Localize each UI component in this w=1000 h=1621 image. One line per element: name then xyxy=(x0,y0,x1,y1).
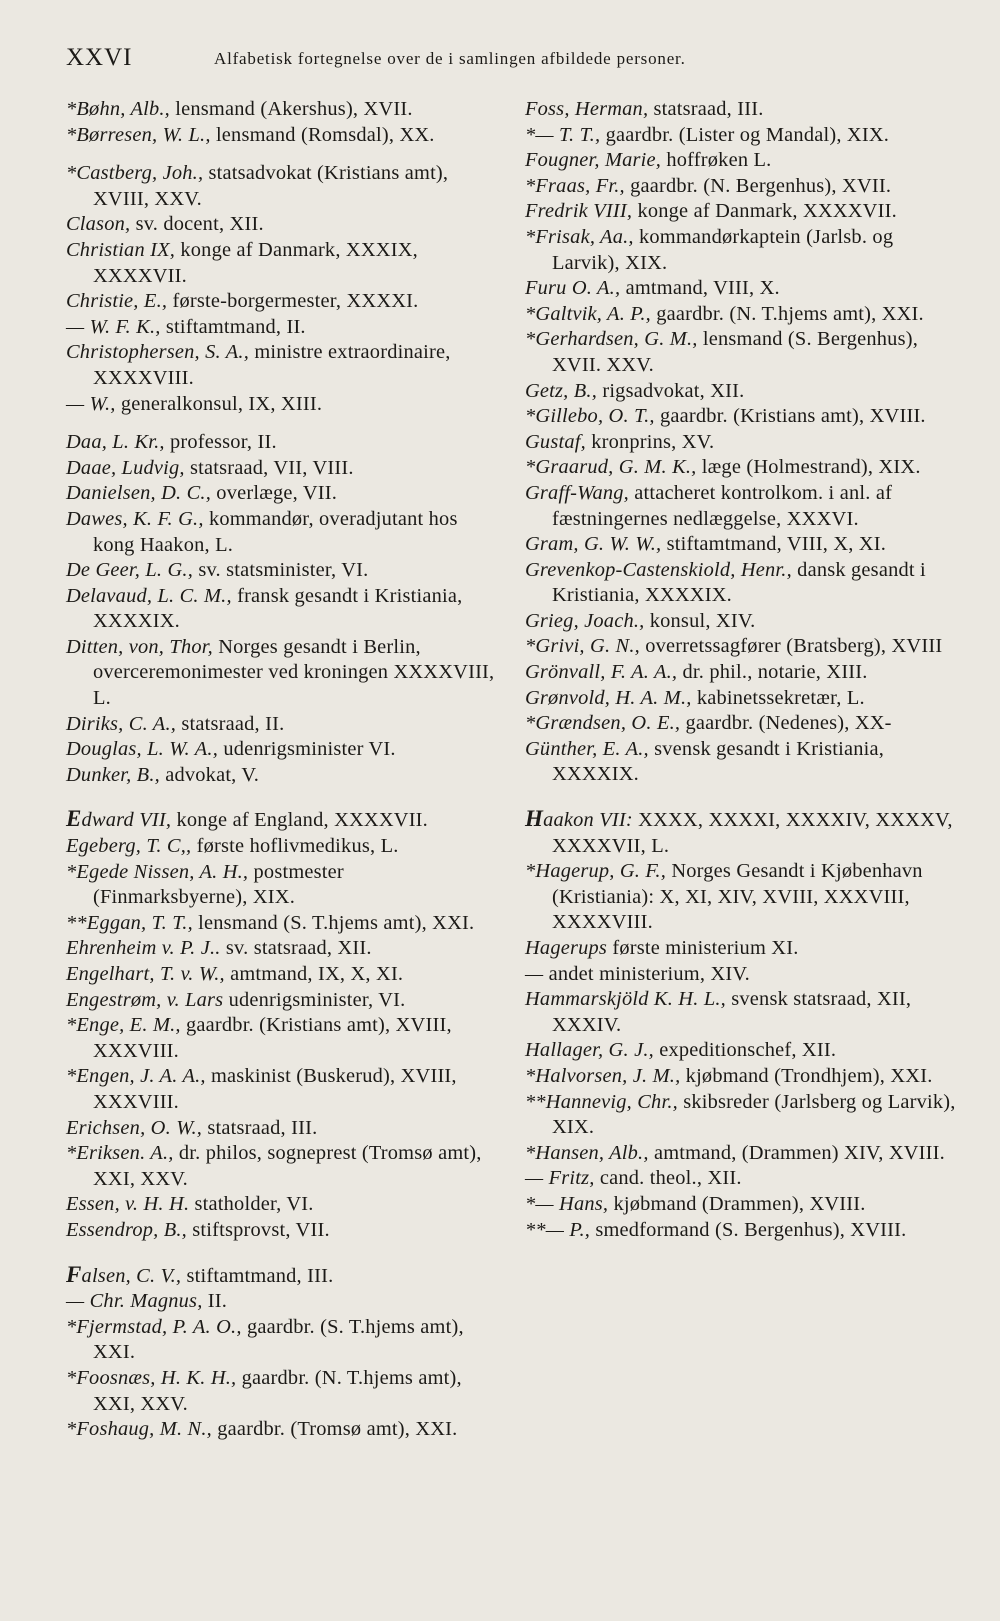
entry-detail: lensmand (Akershus), XVII. xyxy=(169,98,413,120)
entry-detail: lensmand (Romsdal), XX. xyxy=(210,123,435,146)
entry-detail: II. xyxy=(202,1290,228,1313)
entry-detail: ministre extraordinaire, XXXXVIII. xyxy=(93,341,451,389)
entry-detail: gaardbr. (Lister og Mandal), XIX. xyxy=(600,123,890,146)
index-entry xyxy=(525,660,960,686)
index-entry xyxy=(66,1218,496,1244)
entry-name: *Grændsen, O. E., xyxy=(525,712,681,735)
entry-detail: dr. phil., notarie, XIII. xyxy=(677,661,868,684)
entry-detail: lensmand (S. T.hjems amt), XXI. xyxy=(192,911,475,934)
entry-name: Ehrenheim v. P. J.. xyxy=(66,937,221,960)
entry-name: *Børresen, W. L., xyxy=(66,123,211,146)
index-entry xyxy=(66,763,496,789)
entry-detail: statholder, VI. xyxy=(189,1193,314,1216)
index-entry xyxy=(66,1064,496,1115)
entry-name: *Graarud, G. M. K., xyxy=(525,456,697,479)
entry-name: Grieg, Joach., xyxy=(525,609,645,632)
entry-detail: amtmand, (Drammen) XIV, XVIII. xyxy=(648,1141,945,1164)
entry-detail: første ministerium XI. xyxy=(607,937,799,959)
index-entry xyxy=(525,148,960,174)
entry-detail: sv. statsraad, XII. xyxy=(220,937,372,960)
entry-name: Douglas, L. W. A., xyxy=(66,738,219,761)
entry-detail: gaardbr. (N. T.hjems amt), XXI, XXV. xyxy=(93,1366,462,1415)
index-entry xyxy=(66,584,496,635)
running-title: Alfabetisk fortegnelse over de i samlingen afbildede personer. xyxy=(214,49,686,68)
entry-detail: stiftamtmand, II. xyxy=(160,315,306,338)
entry-detail: udenrigsminister VI. xyxy=(218,738,396,761)
index-entry xyxy=(66,161,496,212)
entry-name: *Hagerup, G. F., xyxy=(525,860,667,883)
entry-name: *Engen, J. A. A., xyxy=(66,1065,206,1088)
index-entry xyxy=(525,379,960,405)
index-entry xyxy=(66,806,496,834)
entry-detail: stiftsprovst, VII. xyxy=(186,1218,330,1241)
entry-name: Dawes, K. F. G., xyxy=(66,507,204,530)
entry-name: *Galtvik, A. P., xyxy=(525,302,651,325)
entry-detail: overlæge, VII. xyxy=(211,482,338,505)
entry-detail: konge af Danmark, XXXIX, XXXXVII. xyxy=(93,238,418,287)
entry-name: Grönvall, F. A. A., xyxy=(525,661,678,684)
entry-detail: gaardbr. (N. T.hjems amt), XXI. xyxy=(650,302,924,325)
index-entry xyxy=(66,481,496,507)
entry-detail: gaardbr. (Nedenes), XX- xyxy=(680,712,892,735)
entry-detail: hoffrøken L. xyxy=(661,149,772,172)
entry-name: Hammarskjöld K. H. L., xyxy=(525,988,726,1011)
entry-detail: attacheret kontrolkom. i anl. af fæstningernes nedlæggelse, XXXVI. xyxy=(552,481,893,530)
entry-detail: konsul, XIV. xyxy=(644,609,756,632)
index-entry xyxy=(525,859,960,936)
entry-detail: dansk gesandt i Kristiania, XXXXIX. xyxy=(552,558,926,607)
index-entry xyxy=(525,987,960,1038)
entry-name: Fougner, Marie, xyxy=(525,149,662,172)
entry-detail: stiftamtmand, VIII, X, XI. xyxy=(661,533,887,556)
index-entry xyxy=(525,327,960,378)
entry-name: *Eriksen. A., xyxy=(66,1142,174,1165)
entry-detail: kabinetssekretær, L. xyxy=(691,686,865,709)
index-entry xyxy=(66,430,496,456)
entry-detail: maskinist (Buskerud), XVIII, XXXVIII. xyxy=(93,1065,457,1113)
entry-name: *Halvorsen, J. M., xyxy=(525,1064,681,1087)
entry-name: *Enge, E. M., xyxy=(66,1014,181,1037)
index-entry xyxy=(525,174,960,200)
index-entry xyxy=(66,712,496,738)
index-entry xyxy=(525,711,960,737)
entry-name: *— T. T., xyxy=(525,123,601,146)
entry-name: Egeberg, T. C,, xyxy=(66,835,192,858)
index-entry xyxy=(525,1166,960,1192)
entry-detail: første hoflivmedikus, L. xyxy=(191,835,399,858)
entry-name: *Foshaug, M. N., xyxy=(66,1418,212,1441)
entry-name: *Hansen, Alb., xyxy=(525,1141,649,1164)
index-entry xyxy=(66,834,496,860)
index-entry xyxy=(525,1218,960,1244)
index-entry xyxy=(525,634,960,660)
index-entry xyxy=(525,430,960,456)
entry-name: Daae, Ludvig, xyxy=(66,456,185,479)
entry-detail: sv. docent, XII. xyxy=(130,213,264,236)
entry-detail: expeditionschef, XII. xyxy=(653,1039,837,1062)
index-entry xyxy=(525,962,960,988)
entry-name: *Egede Nissen, A. H., xyxy=(66,860,249,883)
index-entry xyxy=(66,1366,496,1417)
entry-detail: skibsreder (Jarlsberg og Larvik), XIX. xyxy=(552,1090,956,1139)
index-entry xyxy=(525,686,960,712)
entry-detail: sv. statsminister, VI. xyxy=(193,559,369,582)
entry-name: *Fraas, Fr., xyxy=(525,174,625,197)
entry-name: Foss, Herman, xyxy=(525,98,649,120)
entry-name: Dunker, B., xyxy=(66,763,160,786)
entry-detail: smedformand (S. Bergenhus), XVIII. xyxy=(590,1218,907,1241)
index-entry xyxy=(525,558,960,609)
entry-detail: advokat, V. xyxy=(159,763,260,786)
entry-detail: dr. philos, sogneprest (Tromsø amt), XXI, XXV. xyxy=(93,1142,482,1190)
entry-name: Grevenkop-Castenskiold, Henr., xyxy=(525,558,792,581)
entry-detail: lensmand (S. Bergenhus), XVII. XXV. xyxy=(552,328,918,376)
index-entry xyxy=(525,1038,960,1064)
entry-name: Erichsen, O. W., xyxy=(66,1116,203,1139)
entry-name: *— Hans, xyxy=(525,1192,609,1215)
entry-name: Hagerups xyxy=(525,937,608,959)
index-entry xyxy=(525,737,960,788)
index-entry xyxy=(525,609,960,635)
entry-name: Engestrøm, v. Lars xyxy=(66,988,224,1011)
index-entry xyxy=(525,302,960,328)
index-entry xyxy=(66,860,496,911)
entry-name: Essen, v. H. H. xyxy=(66,1193,190,1216)
index-entry xyxy=(66,635,496,712)
index-entry xyxy=(66,936,496,962)
entry-name: Graff-Wang, xyxy=(525,481,629,504)
entry-name: Ditten, von, Thor, xyxy=(66,635,213,658)
index-entry xyxy=(525,276,960,302)
entry-name: Danielsen, D. C., xyxy=(66,482,211,505)
entry-detail: postmester (Finmarksbyerne), XIX. xyxy=(93,860,344,909)
index-entry xyxy=(66,1289,496,1315)
entry-name: *Castberg, Joh., xyxy=(66,162,204,185)
entry-name: Furu O. A., xyxy=(525,277,621,300)
entry-name: Christian IX, xyxy=(66,238,176,261)
index-entry xyxy=(525,199,960,225)
page-header xyxy=(66,44,936,76)
entry-name: Getz, B., xyxy=(525,379,598,402)
entry-detail: statsraad, VII, VIII. xyxy=(184,456,354,479)
entry-name: *Grivi, G. N., xyxy=(525,635,640,658)
index-entry xyxy=(525,481,960,532)
entry-detail: konge af Danmark, XXXXVII. xyxy=(632,200,897,223)
index-entry xyxy=(66,1417,496,1443)
entry-detail: gaardbr. (Tromsø amt), XXI. xyxy=(211,1418,458,1441)
entry-detail: gaardbr. (Kristians amt), XVIII. xyxy=(654,405,926,428)
index-entry xyxy=(525,97,960,123)
index-entry xyxy=(66,1315,496,1366)
entry-name: — Chr. Magnus, xyxy=(66,1290,203,1313)
entry-detail: svensk gesandt i Kristiania, XXXXIX. xyxy=(552,737,884,786)
index-entry xyxy=(66,456,496,482)
entry-name: *Foosnæs, H. K. H., xyxy=(66,1366,237,1389)
entry-detail: professor, II. xyxy=(164,431,277,454)
entry-detail: rigsadvokat, XII. xyxy=(597,379,745,402)
index-entry xyxy=(525,1064,960,1090)
index-entry xyxy=(525,532,960,558)
entry-name: **Eggan, T. T., xyxy=(66,911,193,934)
entry-name: Gustaf, xyxy=(525,430,586,453)
entry-name: Edward VII, xyxy=(66,806,172,832)
entry-name: Clason, xyxy=(66,213,131,236)
entry-name: *Gillebo, O. T., xyxy=(525,405,655,428)
entry-name: Engelhart, T. v. W., xyxy=(66,963,225,985)
entry-detail: stiftamtmand, III. xyxy=(181,1264,334,1287)
entry-name: *Fjermstad, P. A. O., xyxy=(66,1315,242,1338)
entry-detail: gaardbr. (S. T.hjems amt), XXI. xyxy=(93,1315,464,1364)
entry-detail: gaardbr. (Kristians amt), XVIII, XXXVIII. xyxy=(93,1014,452,1062)
letter-initial: E xyxy=(66,806,82,832)
entry-name: Hallager, G. J., xyxy=(525,1039,654,1062)
entry-detail: svensk statsraad, XII, XXXIV. xyxy=(552,988,912,1036)
index-entry xyxy=(66,238,496,289)
entry-name: Delavaud, L. C. M., xyxy=(66,584,232,607)
entry-name: De Geer, L. G., xyxy=(66,559,194,582)
index-entry xyxy=(525,225,960,276)
entry-name: *Bøhn, Alb., xyxy=(66,98,170,120)
entry-detail: statsadvokat (Kristians amt), XVIII, XXV. xyxy=(93,162,449,210)
entry-name: Daa, L. Kr., xyxy=(66,431,165,454)
entry-name: Falsen, C. V., xyxy=(66,1261,182,1287)
entry-detail: kjøbmand (Drammen), XVIII. xyxy=(608,1192,866,1215)
index-entry xyxy=(525,455,960,481)
entry-name: Diriks, C. A., xyxy=(66,712,177,735)
page-number: XXVI xyxy=(66,44,133,71)
index-entry xyxy=(66,392,496,418)
index-entry xyxy=(66,97,496,123)
index-entry xyxy=(525,936,960,962)
entry-detail: gaardbr. (N. Bergenhus), XVII. xyxy=(624,174,892,197)
entry-detail: cand. theol., XII. xyxy=(594,1167,742,1190)
index-entry xyxy=(66,988,496,1014)
left-column xyxy=(66,97,496,1443)
entry-detail: amtmand, IX, X, XI. xyxy=(224,963,404,985)
entry-detail: statsraad, III. xyxy=(648,98,764,120)
index-entry xyxy=(66,1013,496,1064)
index-entry xyxy=(66,340,496,391)
entry-detail: Norges Gesandt i Kjøbenhavn (Kristiania): X, XI, XIV, XVIII, XXXVIII, XXXXVIII. xyxy=(552,860,923,934)
entry-detail: overretssagfører (Bratsberg), XVIII xyxy=(639,635,943,658)
entry-name: **Hannevig, Chr., xyxy=(525,1090,678,1113)
index-entry xyxy=(66,1262,496,1290)
letter-initial: F xyxy=(66,1261,82,1287)
entry-detail: læge (Holmestrand), XIX. xyxy=(696,456,921,479)
index-entry xyxy=(66,123,496,149)
entry-detail: kommandørkaptein (Jarlsb. og Larvik), XIX. xyxy=(552,225,894,274)
entry-name: Gram, G. W. W., xyxy=(525,533,662,556)
index-entry xyxy=(525,806,960,859)
index-entry xyxy=(66,558,496,584)
index-entry xyxy=(66,507,496,558)
letter-initial: H xyxy=(525,806,544,832)
entry-name: — xyxy=(525,962,544,985)
entry-detail: kommandør, overadjutant hos kong Haakon, L. xyxy=(93,507,458,556)
entry-name: Essendrop, B., xyxy=(66,1218,187,1241)
index-entry xyxy=(66,212,496,238)
entry-detail: generalkonsul, IX, XIII. xyxy=(115,392,323,415)
index-entry xyxy=(66,315,496,341)
index-entry xyxy=(66,911,496,937)
right-column xyxy=(525,97,960,1243)
entry-name: **— P., xyxy=(525,1218,591,1241)
index-entry xyxy=(525,123,960,149)
entry-detail: Norges gesandt i Berlin, overceremonimester ved kroningen XXXXVIII, L. xyxy=(93,635,495,710)
entry-detail: kronprins, XV. xyxy=(585,430,715,453)
index-entry xyxy=(525,1192,960,1218)
entry-detail: XXXX, XXXXI, XXXXIV, XXXXV, XXXXVII, L. xyxy=(552,809,953,857)
index-entry xyxy=(525,1141,960,1167)
entry-detail: kjøbmand (Trondhjem), XXI. xyxy=(680,1064,933,1087)
entry-detail: amtmand, VIII, X. xyxy=(620,277,780,300)
entry-name: *Frisak, Aa., xyxy=(525,225,634,248)
index-entry xyxy=(66,1192,496,1218)
index-entry xyxy=(525,1090,960,1141)
entry-name: Christophersen, S. A., xyxy=(66,341,250,364)
entry-detail: statsraad, II. xyxy=(176,712,285,735)
entry-name: — Fritz, xyxy=(525,1167,595,1190)
index-entry xyxy=(66,289,496,315)
entry-name: — W. F. K., xyxy=(66,315,161,338)
entry-name: Fredrik VIII, xyxy=(525,200,633,223)
entry-detail: første-borgermester, XXXXI. xyxy=(167,290,419,313)
entry-name: *Gerhardsen, G. M., xyxy=(525,328,698,351)
entry-detail: statsraad, III. xyxy=(202,1116,318,1139)
entry-detail: andet ministerium, XIV. xyxy=(543,962,750,985)
entry-name: Grønvold, H. A. M., xyxy=(525,686,692,709)
entry-detail: konge af England, XXXXVII. xyxy=(171,809,428,832)
index-entry xyxy=(66,1141,496,1192)
index-entry xyxy=(525,404,960,430)
entry-name: — W., xyxy=(66,392,116,415)
entry-name: Günther, E. A., xyxy=(525,737,649,760)
index-entry xyxy=(66,962,496,988)
entry-detail: udenrigsminister, VI. xyxy=(223,988,406,1011)
entry-detail: fransk gesandt i Kristiania, XXXXIX. xyxy=(93,584,463,633)
index-entry xyxy=(66,1116,496,1142)
entry-name: Christie, E., xyxy=(66,290,168,313)
index-entry xyxy=(66,737,496,763)
entry-name: Haakon VII: xyxy=(525,806,633,832)
